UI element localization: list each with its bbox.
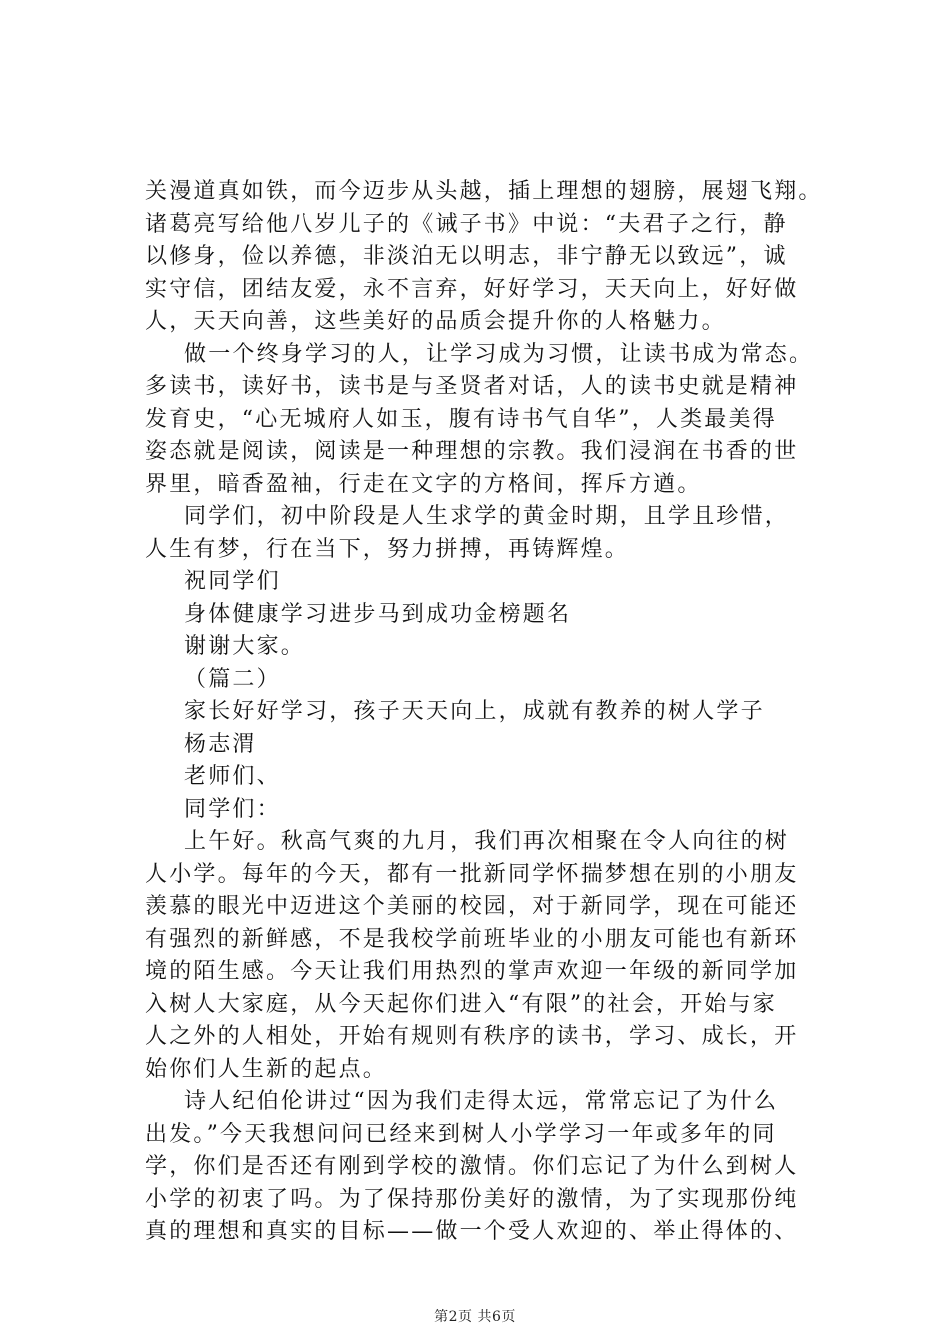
text-line: 同学们，初中阶段是人生求学的黄金时期，且学且珍惜， (184, 504, 790, 529)
text-line: 姿态就是阅读，阅读是一种理想的宗教。我们浸润在书香的世 (145, 439, 799, 464)
text-line: 上午好。秋高气爽的九月，我们再次相聚在令人向往的树 (184, 829, 790, 854)
text-line: 界里，暗香盈袖，行走在文字的方格间，挥斥方遒。 (145, 471, 702, 497)
text-line: 关漫道真如铁，而今迈步从头越，插上理想的翅膀，展翅飞翔。 (145, 179, 823, 204)
salutation: 老师们、 (184, 764, 281, 789)
text-line: 诸葛亮写给他八岁儿子的《诫子书》中说：“夫君子之行，静 (145, 211, 788, 237)
text-line: 有强烈的新鲜感，不是我校学前班毕业的小朋友可能也有新环 (145, 926, 799, 952)
text-line: 学，你们是否还有刚到学校的激情。你们忘记了为什么到树人 (145, 1154, 799, 1179)
text-line: 人，天天向善，这些美好的品质会提升你的人格魅力。 (145, 309, 726, 334)
salutation: 同学们： (184, 796, 281, 822)
text-line: 境的陌生感。今天让我们用热烈的掌声欢迎一年级的新同学加 (145, 959, 799, 984)
text-line: 真的理想和真实的目标——做一个受人欢迎的、举止得体的、 (145, 1219, 799, 1244)
section-heading: （篇二） (184, 666, 281, 692)
text-line: 做一个终身学习的人，让学习成为习惯，让读书成为常态。 (184, 341, 814, 367)
text-line: 以修身，俭以养德，非淡泊无以明志，非宁静无以致远”，诚 (145, 244, 788, 269)
page-footer: 第2页 共6页 (434, 1309, 516, 1325)
body-text (145, 176, 845, 1249)
text-line: 实守信，团结友爱，永不言弃，好好学习，天天向上，好好做 (145, 276, 799, 302)
speech-title: 家长好好学习，孩子天天向上，成就有教养的树人学子 (184, 699, 765, 724)
text-line: 发育史，“心无城府人如玉，腹有诗书气自华”，人类最美得 (145, 406, 777, 432)
text-line: 多读书，读好书，读书是与圣贤者对话，人的读书史就是精神 (145, 374, 799, 399)
text-line: 始你们人生新的起点。 (145, 1056, 388, 1082)
text-line: 诗人纪伯伦讲过“因为我们走得太远，常常忘记了为什么 (184, 1089, 779, 1114)
text-line: 人之外的人相处，开始有规则有秩序的读书，学习、成长，开 (145, 1024, 799, 1049)
text-line: 出发。”今天我想问问已经来到树人小学学习一年或多年的同 (145, 1121, 777, 1147)
text-line: 身体健康学习进步马到成功金榜题名 (184, 601, 572, 627)
text-line: 人小学。每年的今天，都有一批新同学怀揣梦想在别的小朋友 (145, 861, 799, 887)
text-line: 入树人大家庭，从今天起你们进入“有限”的社会，开始与家 (145, 991, 777, 1017)
text-line: 人生有梦，行在当下，努力拼搏，再铸辉煌。 (145, 536, 630, 562)
text-line: 小学的初衷了吗。为了保持那份美好的激情，为了实现那份纯 (145, 1186, 799, 1212)
text-line: 羡慕的眼光中迈进这个美丽的校园，对于新同学，现在可能还 (145, 894, 799, 919)
text-line: 祝同学们 (184, 569, 281, 594)
author-name: 杨志渭 (184, 731, 257, 757)
text-line: 谢谢大家。 (184, 634, 306, 659)
